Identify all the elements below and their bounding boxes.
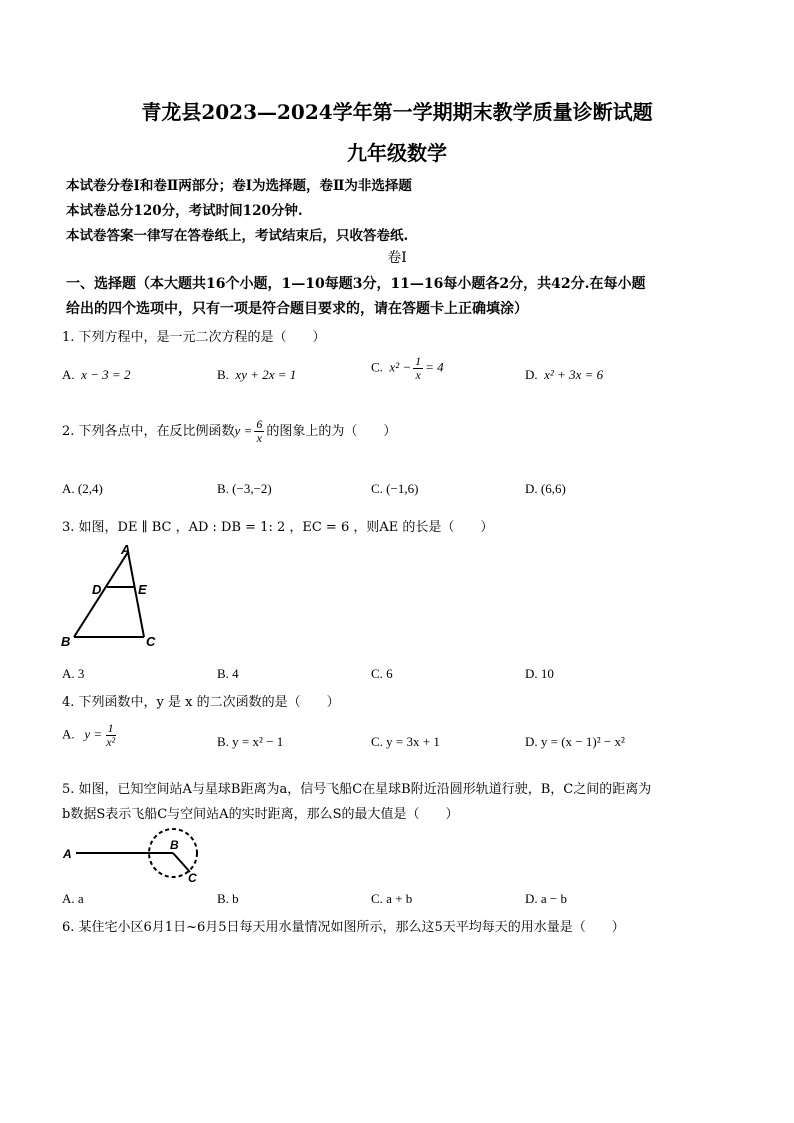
q4-option-b: B. y = x² − 1 xyxy=(217,734,284,749)
q4-option-c: C. y = 3x + 1 xyxy=(371,734,440,749)
q1-option-a: A. x − 3 = 2 xyxy=(62,367,131,382)
q3-label-d: D xyxy=(92,582,102,597)
q3-label-e: E xyxy=(138,582,147,597)
q1-option-c: C. x² − $\frac{1}{x}$ = 4 xyxy=(371,354,444,382)
q5-label-a: A xyxy=(63,847,72,861)
exam-subtitle: 九年级数学 xyxy=(347,141,447,165)
q5-label-b: B xyxy=(170,838,179,852)
q2-option-b: B. (−3,−2) xyxy=(217,481,272,496)
q5-stem-line-1: 5. 如图，已知空间站A与星球B距离为a，信号飞船C在星球B附近沿圆形轨道行驶，B，C之间的距离为 xyxy=(62,782,652,797)
q5-option-a: A. a xyxy=(62,891,84,906)
q4-option-d: D. y = (x − 1)² − x² xyxy=(525,734,625,749)
q1-option-b: B. xy + 2x = 1 xyxy=(217,367,297,382)
q6-stem: 6. 某住宅小区6月1日~6月5日每天用水量情况如图所示，那么这5天平均每天的用水量是（ ） xyxy=(62,920,625,935)
intro-line-3: 本试卷答案一律写在答卷纸上，考试结束后，只收答卷纸. xyxy=(66,228,409,244)
q5-option-d: D. a − b xyxy=(525,891,567,906)
q2-stem: 2. 下列各点中，在反比例函数y = $\frac{6}{x}$ 的图象上的为（ ） xyxy=(62,417,397,445)
q3-label-a: A xyxy=(121,542,131,557)
volume-label: 卷Ⅰ xyxy=(387,250,407,266)
q1-stem: 1. 下列方程中，是一元二次方程的是（ ） xyxy=(62,330,326,345)
q4-option-a: A. y = $\frac{1}{\text{x²}}$ xyxy=(62,721,116,749)
exam-title: 青龙县2023—2024学年第一学期期末教学质量诊断试题 xyxy=(141,100,653,124)
q2-option-c: C. (−1,6) xyxy=(371,481,419,496)
q1-fraction: $\frac{1}{x}$ xyxy=(415,354,422,382)
q3-option-a: A. 3 xyxy=(62,666,85,681)
q4-stem: 4. 下列函数中，y 是 x 的二次函数的是（ ） xyxy=(62,695,340,710)
section-heading-line-1: 一、选择题（本大题共16个小题，1—10每题3分，11—16每小题各2分，共42分.在每小题 xyxy=(66,276,646,292)
q3-label-b: B xyxy=(61,634,71,649)
q4-fraction: $\frac{1}{\text{x²}}$ xyxy=(106,721,116,749)
q3-option-c: C. 6 xyxy=(371,666,393,681)
intro-line-2: 本试卷总分120分，考试时间120分钟. xyxy=(66,203,303,219)
q3-stem: 3. 如图，DE ∥ BC ，AD : DB = 1: 2 ，EC = 6 ，则AE 的长是（ ） xyxy=(62,520,494,535)
q5-option-b: B. b xyxy=(217,891,239,906)
q1-option-d: D. x² + 3x = 6 xyxy=(525,367,604,382)
q5-option-c: C. a + b xyxy=(371,891,413,906)
q3-label-c: C xyxy=(146,634,156,649)
q2-fraction: $\frac{6}{x}$ xyxy=(256,417,263,445)
q5-stem-line-2: b数据S表示飞船C与空间站A的实时距离，那么S的最大值是（ ） xyxy=(62,807,459,822)
q3-option-d: D. 10 xyxy=(525,666,554,681)
q2-option-d: D. (6,6) xyxy=(525,481,566,496)
q5-orbit-figure xyxy=(60,826,210,886)
section-heading-line-2: 给出的四个选项中，只有一项是符合题目要求的，请在答题卡上正确填涂） xyxy=(66,301,528,317)
q3-triangle-figure xyxy=(58,542,168,652)
intro-line-1: 本试卷分卷Ⅰ和卷Ⅱ两部分；卷Ⅰ为选择题，卷Ⅱ为非选择题 xyxy=(66,178,412,194)
q5-label-c: C xyxy=(188,871,197,885)
q3-option-b: B. 4 xyxy=(217,666,239,681)
q2-option-a: A. (2,4) xyxy=(62,481,103,496)
